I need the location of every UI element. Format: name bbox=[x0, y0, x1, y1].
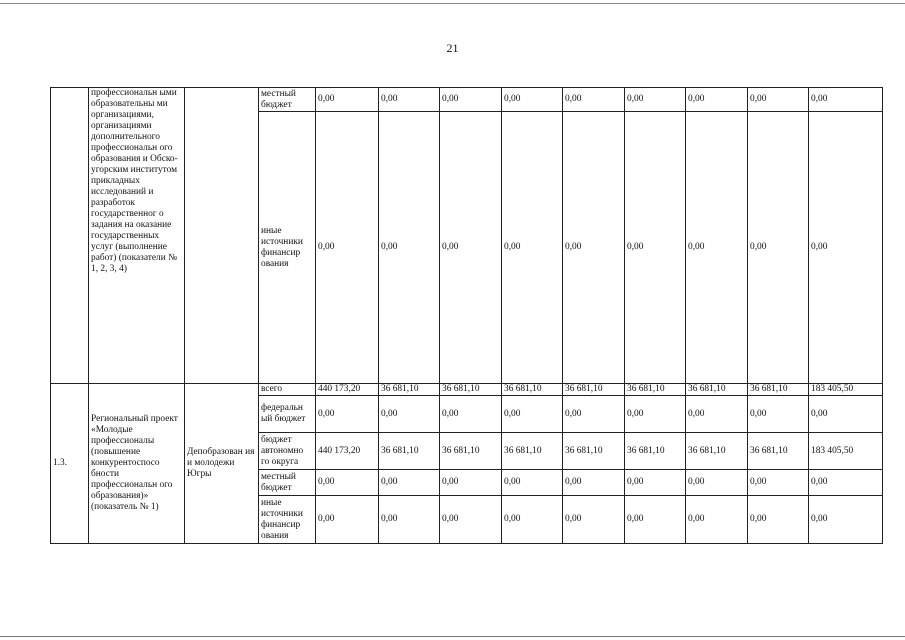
measure-name-cell: Региональный проект «Молодые профессионалы (повышение конкурентоспосо бности профессиональн ого образования)» (показатель № 1) bbox=[89, 384, 185, 544]
value-cell: 0,00 bbox=[686, 396, 748, 433]
source-label: федеральн ый бюджет bbox=[259, 396, 316, 433]
value-cell: 0,00 bbox=[686, 112, 748, 384]
value-cell: 36 681,10 bbox=[563, 433, 625, 470]
value-cell: 0,00 bbox=[316, 88, 379, 112]
value-cell: 36 681,10 bbox=[379, 433, 440, 470]
value-cell: 0,00 bbox=[379, 470, 440, 496]
value-cell: 0,00 bbox=[809, 396, 883, 433]
value-cell: 0,00 bbox=[748, 396, 809, 433]
value-cell: 0,00 bbox=[748, 88, 809, 112]
value-cell: 0,00 bbox=[316, 112, 379, 384]
value-cell: 0,00 bbox=[686, 88, 748, 112]
value-cell: 36 681,10 bbox=[625, 433, 686, 470]
value-cell: 0,00 bbox=[625, 112, 686, 384]
value-cell: 183 405,50 bbox=[809, 384, 883, 396]
value-cell: 0,00 bbox=[440, 496, 502, 544]
row-number-cell bbox=[51, 88, 89, 384]
value-cell: 0,00 bbox=[502, 470, 563, 496]
value-cell: 36 681,10 bbox=[686, 433, 748, 470]
value-cell: 36 681,10 bbox=[625, 384, 686, 396]
source-label: бюджет автономно го округа bbox=[259, 433, 316, 470]
value-cell: 0,00 bbox=[625, 496, 686, 544]
value-cell: 36 681,10 bbox=[502, 433, 563, 470]
value-cell: 0,00 bbox=[625, 396, 686, 433]
source-label: иные источники финансир ования bbox=[259, 496, 316, 544]
value-cell: 0,00 bbox=[686, 496, 748, 544]
table-row bbox=[51, 384, 883, 396]
value-cell: 0,00 bbox=[686, 470, 748, 496]
executor-cell bbox=[185, 88, 259, 384]
source-label: иные источники финансир ования bbox=[259, 112, 316, 384]
table-row bbox=[51, 88, 883, 112]
value-cell: 440 173,20 bbox=[316, 384, 379, 396]
value-cell: 0,00 bbox=[440, 88, 502, 112]
measure-name-cell: профессиональн ыми образовательны ми организациями, организациями дополнительного профессиональн ого образования и Обско-угорским институтом прикладных исследований и разработок государственног о задания на оказание государственных услуг (выполнение работ) (показатели № 1, 2, 3, 4) bbox=[89, 88, 185, 384]
value-cell: 0,00 bbox=[440, 470, 502, 496]
value-cell: 0,00 bbox=[316, 496, 379, 544]
page-number: 21 bbox=[446, 41, 459, 55]
value-cell: 0,00 bbox=[748, 470, 809, 496]
value-cell: 0,00 bbox=[502, 396, 563, 433]
value-cell: 183 405,50 bbox=[809, 433, 883, 470]
value-cell: 0,00 bbox=[809, 470, 883, 496]
source-label: всего bbox=[259, 384, 316, 396]
value-cell: 36 681,10 bbox=[502, 384, 563, 396]
value-cell: 0,00 bbox=[625, 88, 686, 112]
value-cell: 36 681,10 bbox=[379, 384, 440, 396]
value-cell: 36 681,10 bbox=[748, 433, 809, 470]
value-cell: 0,00 bbox=[316, 396, 379, 433]
value-cell: 0,00 bbox=[563, 88, 625, 112]
value-cell: 0,00 bbox=[748, 496, 809, 544]
value-cell: 0,00 bbox=[440, 396, 502, 433]
value-cell: 36 681,10 bbox=[440, 384, 502, 396]
value-cell: 0,00 bbox=[563, 396, 625, 433]
value-cell: 0,00 bbox=[379, 112, 440, 384]
source-label: местный бюджет bbox=[259, 470, 316, 496]
value-cell: 0,00 bbox=[316, 470, 379, 496]
value-cell: 0,00 bbox=[502, 112, 563, 384]
scan-top-edge bbox=[0, 3, 905, 4]
financing-table bbox=[50, 87, 883, 544]
value-cell: 0,00 bbox=[563, 496, 625, 544]
scan-bottom-edge bbox=[0, 636, 905, 637]
row-number-cell: 1.3. bbox=[51, 384, 89, 544]
value-cell: 36 681,10 bbox=[686, 384, 748, 396]
value-cell: 0,00 bbox=[502, 88, 563, 112]
value-cell: 0,00 bbox=[748, 112, 809, 384]
value-cell: 0,00 bbox=[440, 112, 502, 384]
value-cell: 0,00 bbox=[502, 496, 563, 544]
value-cell: 36 681,10 bbox=[748, 384, 809, 396]
value-cell: 36 681,10 bbox=[563, 384, 625, 396]
value-cell: 0,00 bbox=[379, 396, 440, 433]
value-cell: 36 681,10 bbox=[440, 433, 502, 470]
value-cell: 0,00 bbox=[809, 496, 883, 544]
value-cell: 0,00 bbox=[563, 470, 625, 496]
value-cell: 440 173,20 bbox=[316, 433, 379, 470]
executor-cell: Депобразован ия и молодежи Югры bbox=[185, 384, 259, 544]
value-cell: 0,00 bbox=[379, 88, 440, 112]
source-label: местный бюджет bbox=[259, 88, 316, 112]
value-cell: 0,00 bbox=[809, 112, 883, 384]
value-cell: 0,00 bbox=[563, 112, 625, 384]
value-cell: 0,00 bbox=[379, 496, 440, 544]
value-cell: 0,00 bbox=[625, 470, 686, 496]
value-cell: 0,00 bbox=[809, 88, 883, 112]
